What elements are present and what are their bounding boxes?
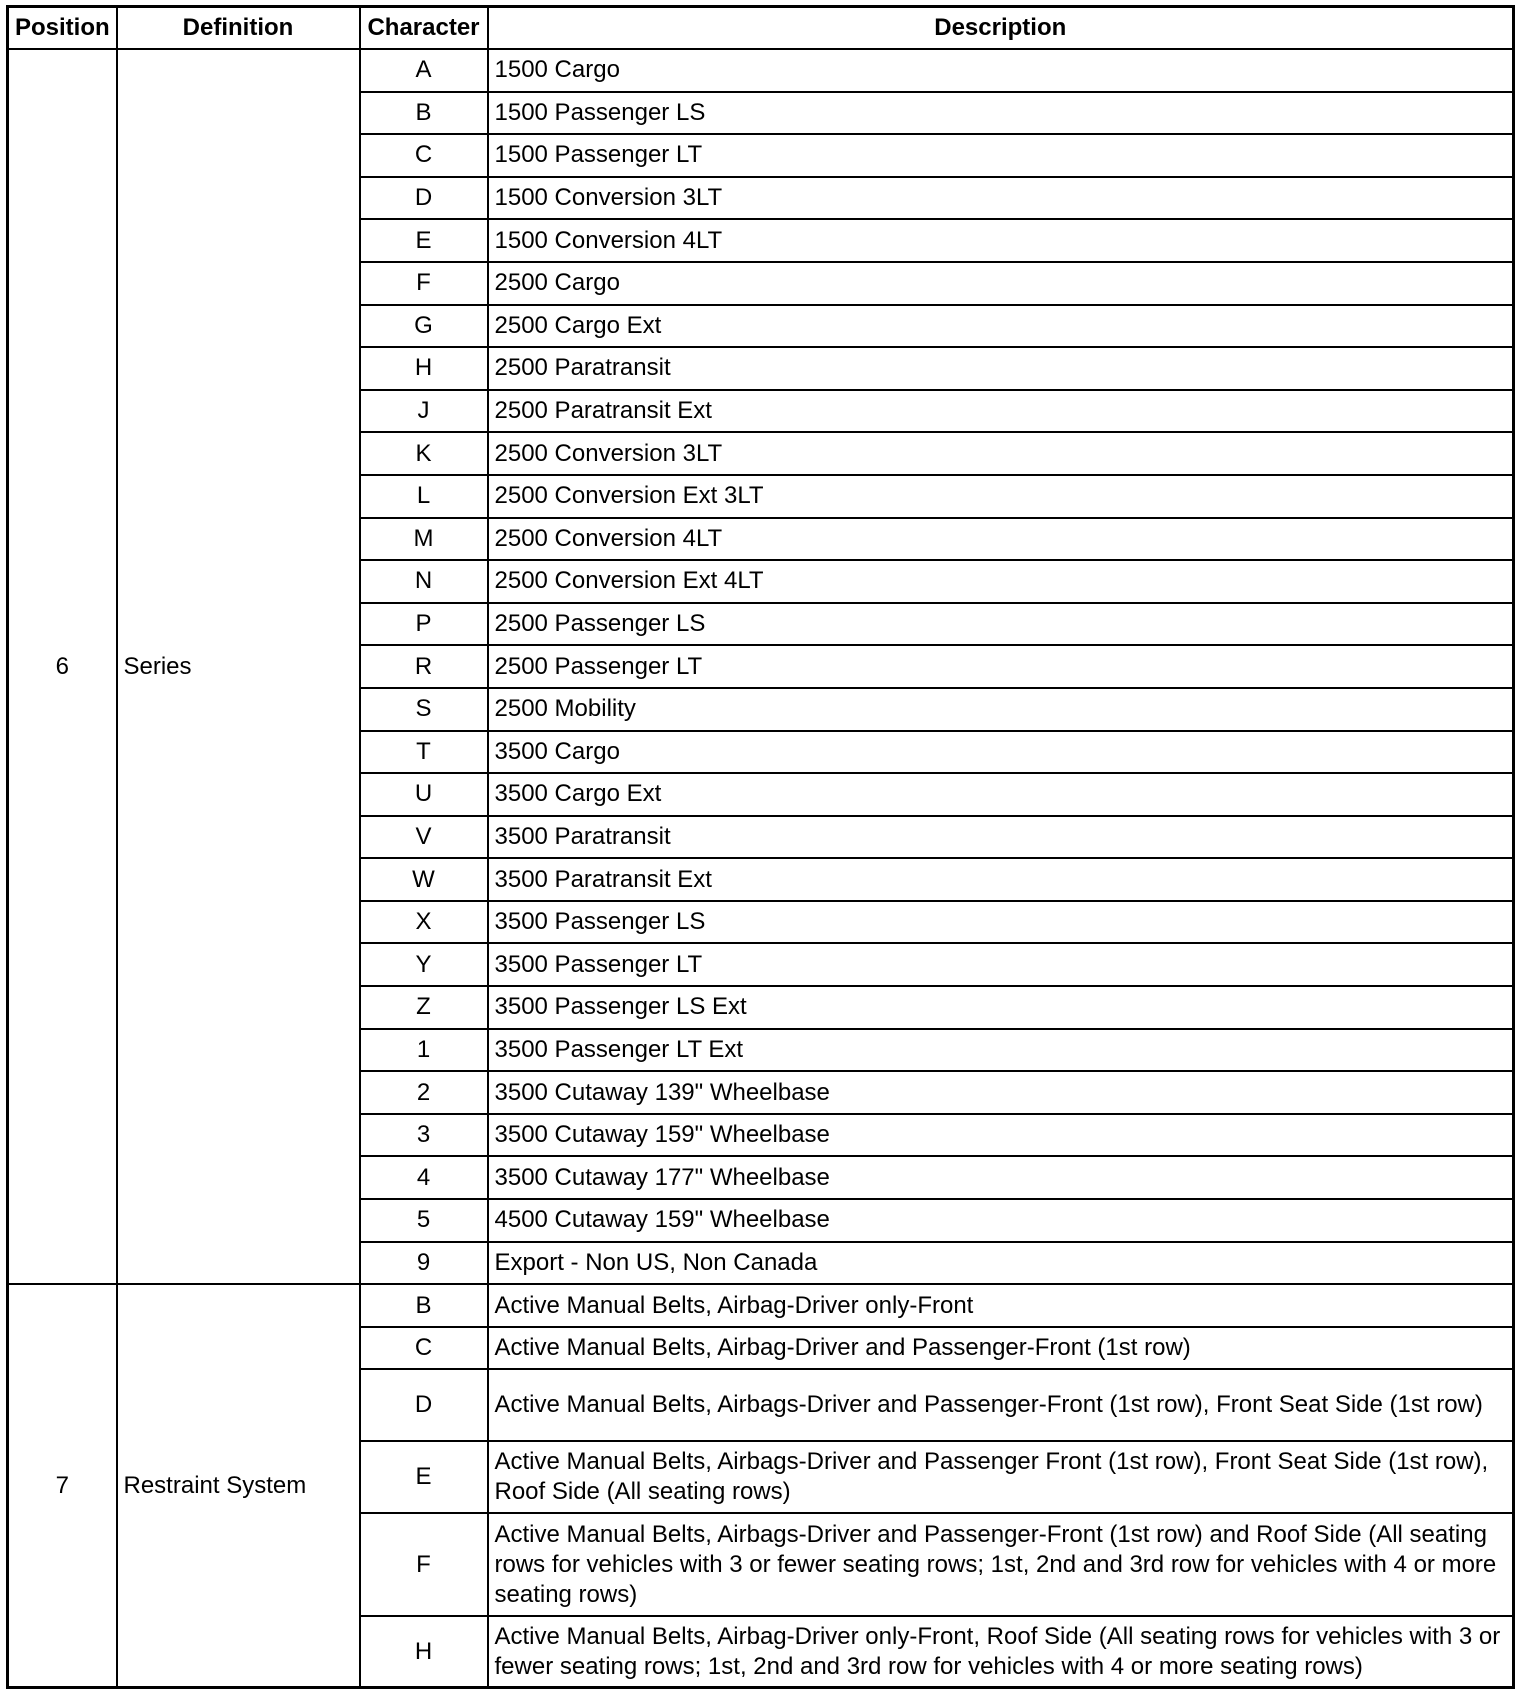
character-cell: H — [360, 1616, 488, 1687]
character-cell: B — [360, 1284, 488, 1327]
position-cell: 6 — [8, 49, 117, 1284]
character-cell: X — [360, 901, 488, 944]
character-cell: S — [360, 688, 488, 731]
description-cell: 3500 Cargo — [488, 731, 1514, 774]
description-cell: 1500 Conversion 4LT — [488, 219, 1514, 262]
character-cell: V — [360, 816, 488, 859]
character-cell: K — [360, 432, 488, 475]
table-row — [8, 1284, 1514, 1327]
description-cell: 2500 Conversion 3LT — [488, 432, 1514, 475]
description-cell: 3500 Passenger LS Ext — [488, 986, 1514, 1029]
character-cell: D — [360, 177, 488, 220]
description-cell: Export - Non US, Non Canada — [488, 1242, 1514, 1285]
description-cell: 2500 Conversion Ext 3LT — [488, 475, 1514, 518]
description-cell: 3500 Passenger LT Ext — [488, 1029, 1514, 1072]
character-cell: R — [360, 645, 488, 688]
description-cell: 3500 Passenger LT — [488, 943, 1514, 986]
character-cell: E — [360, 219, 488, 262]
definition-cell: Restraint System — [117, 1284, 360, 1687]
description-cell: 1500 Passenger LS — [488, 92, 1514, 135]
character-cell: 2 — [360, 1071, 488, 1114]
character-cell: C — [360, 134, 488, 177]
header-row — [8, 7, 1514, 50]
description-cell: 2500 Paratransit Ext — [488, 390, 1514, 433]
character-cell: F — [360, 1513, 488, 1616]
header-position: Position — [8, 7, 117, 50]
description-cell: 2500 Cargo — [488, 262, 1514, 305]
character-cell: H — [360, 347, 488, 390]
description-cell: Active Manual Belts, Airbag-Driver only-Front, Roof Side (All seating rows for vehicles with 3 or fewer seating rows; 1st, 2nd and 3rd row for vehicles with 4 or more seating rows) — [488, 1616, 1514, 1687]
character-cell: G — [360, 305, 488, 348]
description-cell: 3500 Cutaway 139" Wheelbase — [488, 1071, 1514, 1114]
character-cell: D — [360, 1369, 488, 1441]
description-cell: 2500 Passenger LT — [488, 645, 1514, 688]
character-cell: T — [360, 731, 488, 774]
description-cell: 4500 Cutaway 159" Wheelbase — [488, 1199, 1514, 1242]
description-cell: 2500 Conversion 4LT — [488, 518, 1514, 561]
header-definition: Definition — [117, 7, 360, 50]
table-row — [8, 49, 1514, 92]
description-cell: 2500 Conversion Ext 4LT — [488, 560, 1514, 603]
character-cell: 9 — [360, 1242, 488, 1285]
character-cell: N — [360, 560, 488, 603]
character-cell: Y — [360, 943, 488, 986]
character-cell: A — [360, 49, 488, 92]
character-cell: 3 — [360, 1114, 488, 1157]
character-cell: P — [360, 603, 488, 646]
character-cell: Z — [360, 986, 488, 1029]
description-cell: 1500 Cargo — [488, 49, 1514, 92]
character-cell: E — [360, 1441, 488, 1513]
character-cell: F — [360, 262, 488, 305]
description-cell: 3500 Paratransit Ext — [488, 858, 1514, 901]
vin-decoder-table — [6, 5, 1515, 1689]
character-cell: 1 — [360, 1029, 488, 1072]
description-cell: Active Manual Belts, Airbags-Driver and Passenger Front (1st row), Front Seat Side (1st row), Roof Side (All seating rows) — [488, 1441, 1514, 1513]
character-cell: W — [360, 858, 488, 901]
description-cell: 3500 Paratransit — [488, 816, 1514, 859]
description-cell: 2500 Passenger LS — [488, 603, 1514, 646]
description-cell: Active Manual Belts, Airbags-Driver and Passenger-Front (1st row), Front Seat Side (1st row) — [488, 1369, 1514, 1441]
header-description: Description — [488, 7, 1514, 50]
table-body — [8, 49, 1514, 1687]
description-cell: Active Manual Belts, Airbags-Driver and Passenger-Front (1st row) and Roof Side (All seating rows for vehicles with 3 or fewer seating rows; 1st, 2nd and 3rd row for vehicles with 4 or more seating rows) — [488, 1513, 1514, 1616]
character-cell: L — [360, 475, 488, 518]
header-character: Character — [360, 7, 488, 50]
definition-cell: Series — [117, 49, 360, 1284]
description-cell: 3500 Cargo Ext — [488, 773, 1514, 816]
position-cell: 7 — [8, 1284, 117, 1687]
description-cell: 3500 Cutaway 177" Wheelbase — [488, 1156, 1514, 1199]
character-cell: J — [360, 390, 488, 433]
description-cell: 3500 Passenger LS — [488, 901, 1514, 944]
description-cell: 1500 Passenger LT — [488, 134, 1514, 177]
character-cell: U — [360, 773, 488, 816]
description-cell: 1500 Conversion 3LT — [488, 177, 1514, 220]
description-cell: 3500 Cutaway 159" Wheelbase — [488, 1114, 1514, 1157]
character-cell: C — [360, 1327, 488, 1370]
description-cell: 2500 Paratransit — [488, 347, 1514, 390]
character-cell: B — [360, 92, 488, 135]
character-cell: M — [360, 518, 488, 561]
description-cell: 2500 Cargo Ext — [488, 305, 1514, 348]
character-cell: 4 — [360, 1156, 488, 1199]
description-cell: 2500 Mobility — [488, 688, 1514, 731]
character-cell: 5 — [360, 1199, 488, 1242]
description-cell: Active Manual Belts, Airbag-Driver only-Front — [488, 1284, 1514, 1327]
description-cell: Active Manual Belts, Airbag-Driver and Passenger-Front (1st row) — [488, 1327, 1514, 1370]
